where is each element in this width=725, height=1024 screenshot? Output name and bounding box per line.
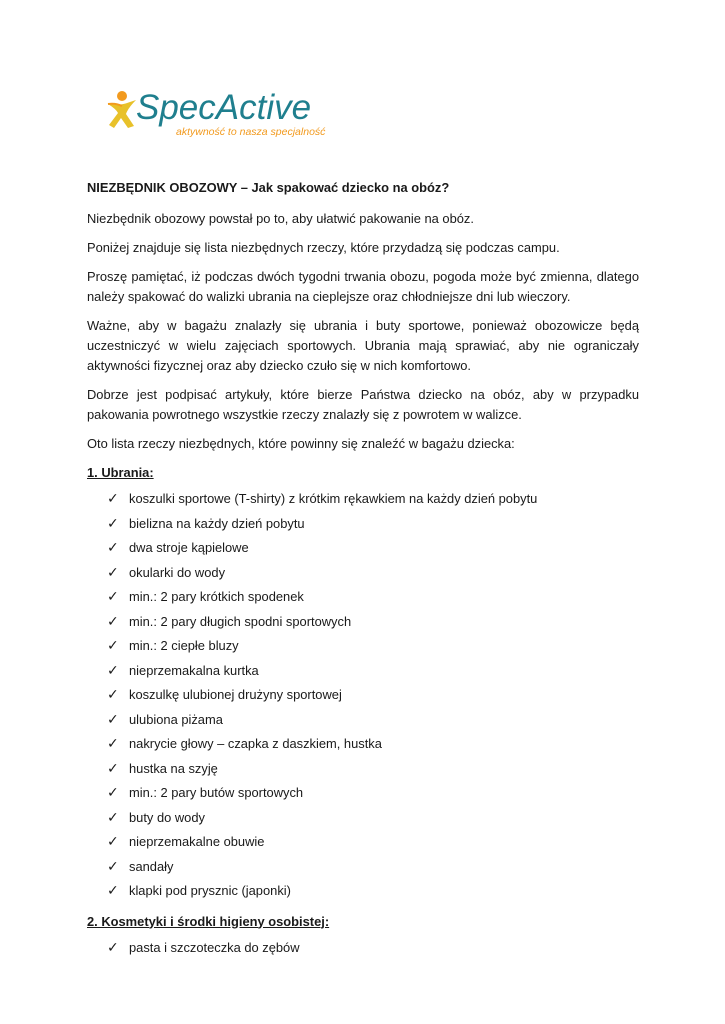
list-item <box>87 783 639 808</box>
list-item-text: nieprzemakalna kurtka <box>129 662 259 678</box>
list-item-text: nakrycie głowy – czapka z daszkiem, hustka <box>129 736 382 751</box>
section-heading-hygiene: 2. Kosmetyki i środki higieny osobistej: <box>87 913 330 929</box>
document-body <box>87 178 639 968</box>
list-item-text: buty do wody <box>129 809 205 825</box>
paragraph: Proszę pamiętać, iż podczas dwóch tygodni trwania obozu, pogoda może być zmienna, dlatego należy spakować do walizki ubrania na cieplejsze oraz chłodniejsze dni lub wieczory. <box>87 269 639 304</box>
check-icon: ✓ <box>107 760 119 777</box>
list-item <box>87 938 639 963</box>
list-item-text: min.: 2 ciepłe bluzy <box>129 638 239 653</box>
list-item <box>87 685 639 710</box>
check-icon: ✓ <box>107 491 119 507</box>
check-icon: ✓ <box>107 736 119 752</box>
hygiene-checklist <box>87 938 639 963</box>
section-heading-clothes: 1. Ubrania: <box>87 465 154 480</box>
list-item-text: min.: 2 pary krótkich spodenek <box>129 589 304 604</box>
list-item <box>87 538 639 563</box>
check-icon: ✓ <box>107 564 119 581</box>
check-icon: ✓ <box>107 638 119 654</box>
list-item-text: koszulki sportowe (T-shirty) z krótkim rękawkiem na każdy dzień pobytu <box>129 491 538 506</box>
logo-wordmark: SpecActive <box>136 88 312 127</box>
list-item <box>87 881 639 906</box>
check-icon: ✓ <box>107 883 119 899</box>
check-icon: ✓ <box>107 858 119 875</box>
list-item-text: ulubiona piżama <box>129 711 223 727</box>
list-item <box>87 857 639 882</box>
list-item-text: nieprzemakalne obuwie <box>129 834 265 849</box>
document-title: NIEZBĘDNIK OBOZOWY – Jak spakować dziecko na obóz? <box>87 180 450 195</box>
check-icon: ✓ <box>107 662 119 679</box>
list-item-text: koszulkę ulubionej drużyny sportowej <box>129 687 342 702</box>
list-item-text: sandały <box>129 858 174 874</box>
check-icon: ✓ <box>107 939 119 956</box>
paragraph: Oto lista rzeczy niezbędnych, które powinny się znaleźć w bagażu dziecka: <box>87 436 515 451</box>
list-item <box>87 808 639 833</box>
list-item <box>87 587 639 612</box>
list-item <box>87 489 639 514</box>
list-item <box>87 661 639 686</box>
logo-figure-icon <box>108 91 136 128</box>
list-item-text: klapki pod prysznic (japonki) <box>129 883 291 898</box>
check-icon: ✓ <box>107 687 119 703</box>
check-icon: ✓ <box>107 515 119 532</box>
list-item-text: min.: 2 pary długich spodni sportowych <box>129 613 352 629</box>
list-item <box>87 832 639 857</box>
check-icon: ✓ <box>107 711 119 728</box>
list-item <box>87 563 639 588</box>
list-item <box>87 734 639 759</box>
paragraph: Ważne, aby w bagażu znalazły się ubrania i buty sportowe, ponieważ obozowicze będą uczestniczyć w wielu zajęciach sportowych. Ubrania mają sprawiać, aby nie ograniczały aktywności fizycznej oraz aby dziecko czuło się w nich komfortowo. <box>87 318 639 373</box>
clothes-checklist <box>87 489 639 906</box>
list-item <box>87 636 639 661</box>
specactive-logo <box>106 82 366 142</box>
check-icon: ✓ <box>107 540 119 556</box>
list-item <box>87 759 639 784</box>
paragraph: Dobrze jest podpisać artykuły, które bierze Państwa dziecko na obóz, aby w przypadku pakowania powrotnego wszystkie rzeczy znalazły się z powrotem w walizce. <box>87 387 639 422</box>
check-icon: ✓ <box>107 589 119 605</box>
check-icon: ✓ <box>107 785 119 801</box>
list-item-text: dwa stroje kąpielowe <box>129 540 249 555</box>
check-icon: ✓ <box>107 809 119 826</box>
check-icon: ✓ <box>107 613 119 630</box>
list-item-text: pasta i szczoteczka do zębów <box>129 939 300 955</box>
list-item-text: okularki do wody <box>129 564 226 580</box>
list-item-text: hustka na szyję <box>129 760 218 776</box>
check-icon: ✓ <box>107 834 119 850</box>
list-item <box>87 514 639 539</box>
list-item <box>87 710 639 735</box>
paragraph: Niezbędnik obozowy powstał po to, aby ułatwić pakowanie na obóz. <box>87 211 474 226</box>
logo-tagline: aktywność to nasza specjalność <box>176 126 326 138</box>
paragraph: Poniżej znajduje się lista niezbędnych rzeczy, które przydadzą się podczas campu. <box>87 240 560 255</box>
list-item-text: min.: 2 pary butów sportowych <box>129 785 304 800</box>
list-item <box>87 612 639 637</box>
list-item-text: bielizna na każdy dzień pobytu <box>129 515 305 531</box>
logo-graphic <box>106 82 366 142</box>
